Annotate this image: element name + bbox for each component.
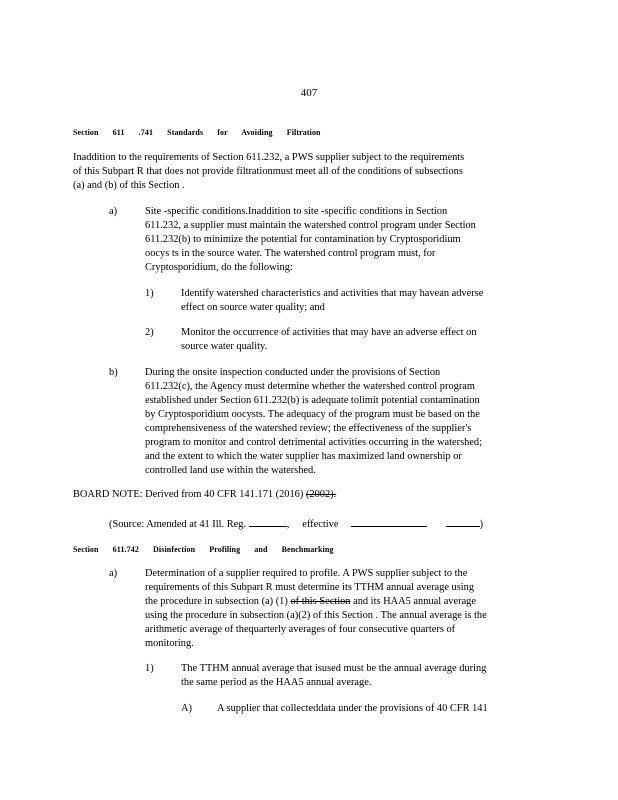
text-line: arithmetic average of thequarterly averages of four consecutive quarters of <box>145 624 456 635</box>
text-line: by Cryptosporidium oocysts. The adequacy of the program must be based on the <box>145 409 480 420</box>
text-line: using the procedure in subsection (a)(2) of this Section . The annual average is the <box>145 610 487 621</box>
text-line: program to monitor and control detrimental activities occurring in the watershed; <box>145 437 483 448</box>
text-line: oocys ts in the source water. The watershed control program must, for <box>145 248 436 259</box>
item-a1-text <box>181 287 524 315</box>
text-line: Site -specific conditions.Inaddition to site -specific conditions in Section <box>145 206 448 217</box>
text-line: comprehensiveness of the watershed review; the effectiveness of the supplier's <box>145 423 472 434</box>
s2-item-a1-text <box>181 662 533 690</box>
subsection-a-text <box>145 205 523 275</box>
text-line: and the extent to which the water supplier has maximized land ownership or <box>145 451 462 462</box>
source-comma: , <box>286 519 290 530</box>
source-prefix: (Source: Amended at 41 Ill. Reg. <box>109 519 247 530</box>
section-heading-611-742: Section 611.742 Disinfection Profiling and Benchmarking <box>73 545 334 554</box>
board-note-text: BOARD NOTE: Derived from 40 CFR 141.171 (2016) <box>73 489 304 500</box>
s2-item-aA-label: A) <box>181 703 192 714</box>
register-blank <box>249 516 287 527</box>
effective-date-blank <box>351 516 427 527</box>
item-a2-label: 2) <box>145 327 154 338</box>
board-note <box>73 488 336 502</box>
intro-paragraph <box>73 151 518 193</box>
text-line: 611.232(b) to minimize the potential for contamination by Cryptosporidium <box>145 234 461 245</box>
subsection-b-label: b) <box>109 367 118 378</box>
text-line: Cryptosporidium, do the following: <box>145 262 293 273</box>
source-note <box>109 516 483 532</box>
text-line: established under Section 611.232(b) is adequate tolimit potential contamination <box>145 395 480 406</box>
s2-subsection-a-label: a) <box>109 568 118 579</box>
s2-item-a1-label: 1) <box>145 663 154 674</box>
text-line: The TTHM annual average that isused must be the annual average during <box>181 663 487 674</box>
text-line: source water quality. <box>181 341 268 352</box>
text-fragment: and its HAA5 annual average <box>353 596 476 607</box>
s2-subsection-a-text <box>145 567 540 651</box>
text-fragment: the procedure in subsection (a) (1) <box>145 596 288 607</box>
text-line: During the onsite inspection conducted under the provisions of Section <box>145 367 441 378</box>
text-line: effect on source water quality; and <box>181 302 325 313</box>
text-line: 611.232, a supplier must maintain the watershed control program under Section <box>145 220 476 231</box>
board-note-struck-text: (2002). <box>305 489 337 500</box>
text-line: of this Subpart R that does not provide filtrationmust meet all of the conditions of subsections <box>73 166 463 177</box>
subsection-a-label: a) <box>109 206 118 217</box>
closing-blank <box>446 516 480 527</box>
item-a1-label: 1) <box>145 288 154 299</box>
text-line: Determination of a supplier required to profile. A PWS supplier subject to the <box>145 568 468 579</box>
text-line: controlled land use within the watershed. <box>145 465 316 476</box>
item-a2-text <box>181 326 524 354</box>
subsection-b-text <box>145 366 536 478</box>
text-line: (a) and (b) of this Section . <box>73 180 185 191</box>
text-line: the same period as the HAA5 annual average. <box>181 677 372 688</box>
text-line: requirements of this Subpart R must determine its TTHM annual average using <box>145 582 475 593</box>
source-effective: effective <box>302 519 339 530</box>
text-line: Inaddition to the requirements of Section 611.232, a PWS supplier subject to the requirements <box>73 152 465 163</box>
text-line <box>145 595 540 609</box>
source-close: ) <box>479 519 484 530</box>
section-heading-611-741: Section 611 .741 Standards for Avoiding Filtration <box>73 128 321 137</box>
page-number: 407 <box>300 87 318 99</box>
text-line: Monitor the occurrence of activities that may have an adverse effect on <box>181 327 477 338</box>
text-line: monitoring. <box>145 638 194 649</box>
text-line: 611.232(c), the Agency must determine whether the watershed control program <box>145 381 475 392</box>
struck-text: of this Section <box>290 596 351 607</box>
text-line: Identify watershed characteristics and activities that may havean adverse <box>181 288 484 299</box>
s2-item-aA-text: A supplier that collecteddata under the provisions of 40 CFR 141 <box>217 703 488 714</box>
